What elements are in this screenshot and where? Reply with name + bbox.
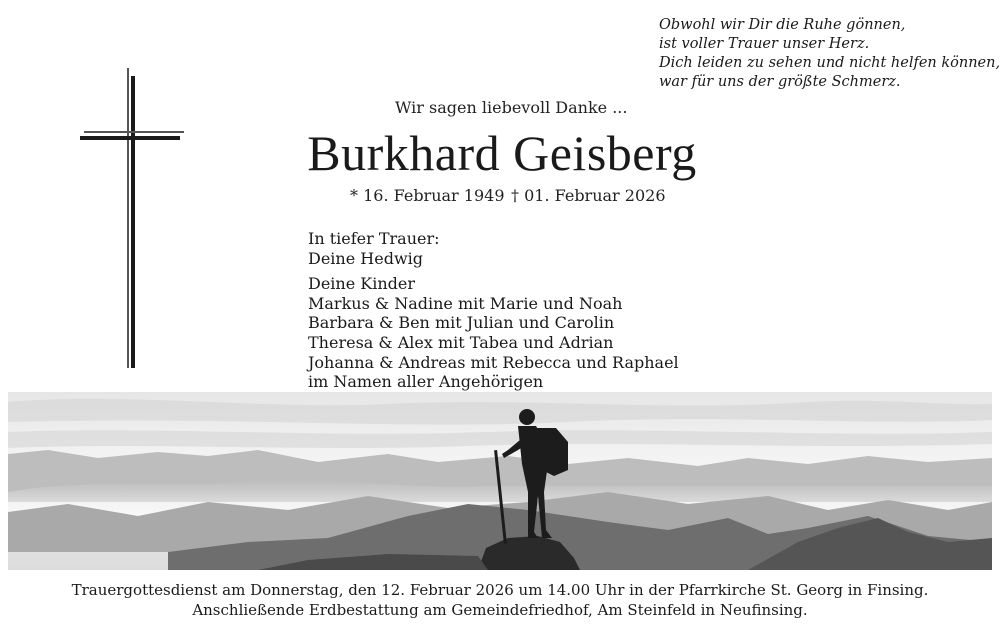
poem-line: Dich leiden zu sehen und nicht helfen können,	[659, 55, 1000, 71]
cross-icon	[80, 68, 184, 368]
poem-line: ist voller Trauer unser Herz.	[659, 36, 870, 52]
mourners-intro: In tiefer Trauer:	[308, 229, 440, 248]
deceased-name: Burkhard Geisberg	[307, 125, 697, 181]
birth-date: * 16. Februar 1949	[350, 186, 505, 205]
burial-line: Anschließende Erdbestattung am Gemeindefriedhof, Am Steinfeld in Neufinsing.	[192, 601, 808, 619]
poem-line: Obwohl wir Dir die Ruhe gönnen,	[659, 17, 906, 33]
thanks-line: Wir sagen liebevoll Danke ...	[395, 98, 628, 117]
funeral-service-line: Trauergottesdienst am Donnerstag, den 12. Februar 2026 um 14.00 Uhr in der Pfarrkirche St. Georg in Finsing.	[71, 581, 929, 599]
mourners-block	[308, 229, 679, 392]
death-date: † 01. Februar 2026	[511, 186, 666, 205]
mountain-hiker-image	[8, 392, 992, 570]
mourner-spouse: Deine Hedwig	[308, 248, 423, 268]
poem	[659, 16, 1000, 92]
poem-line: war für uns der größte Schmerz.	[659, 74, 901, 90]
family-line: Barbara & Ben mit Julian und Carolin	[308, 313, 615, 333]
family-line: Theresa & Alex mit Tabea und Adrian	[308, 332, 614, 352]
family-line: Markus & Nadine mit Marie und Noah	[308, 293, 623, 313]
family-line: Johanna & Andreas mit Rebecca und Raphael	[308, 352, 679, 372]
children-heading: Deine Kinder	[308, 274, 416, 294]
funeral-info	[0, 580, 1000, 620]
mourners-closing: im Namen aller Angehörigen	[308, 372, 544, 392]
